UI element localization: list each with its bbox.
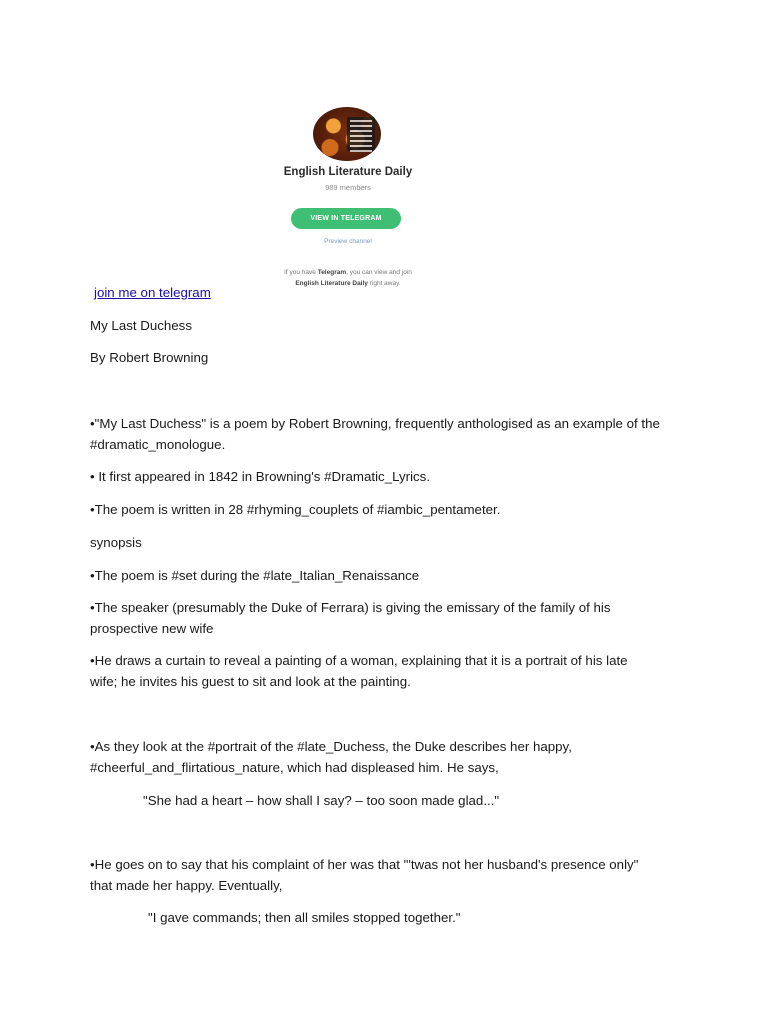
paragraph-intro [90,413,690,455]
channel-name: English Literature Daily [283,166,413,178]
hint-middle: , you can view and join [346,269,412,276]
telegram-join-paragraph [94,282,694,303]
telegram-embed [258,100,438,295]
paragraph-curtain-line-2: wife; he invites his guest to sit and look at the painting. [90,674,411,689]
synopsis-heading: synopsis [90,535,142,550]
paragraph-speaker-line-1: •The speaker (presumably the Duke of Ferrara) is giving the emissary of the family of his [90,600,611,615]
view-in-telegram-button[interactable]: VIEW IN TELEGRAM [291,208,401,229]
hint-channel-name: English Literature Daily [295,280,368,287]
paragraph-curtain [90,650,690,692]
poem-title: My Last Duchess [90,318,192,333]
paragraph-speaker [90,597,690,639]
paragraph-portrait-line-2: #cheerful_and_flirtatious_nature, which had displeased him. He says, [90,760,499,775]
paragraph-setting: •The poem is #set during the #late_Italian_Renaissance [90,568,420,583]
member-count: 989 members [325,183,371,192]
paragraph-first-appeared: • It first appeared in 1842 in Browning's #Dramatic_Lyrics. [90,469,431,484]
channel-avatar[interactable] [313,107,381,161]
hint-prefix: If you have [284,269,318,276]
paragraph-intro-line-2: #dramatic_monologue. [90,437,226,452]
preview-channel-link[interactable]: Preview channel [324,238,372,245]
paragraph-intro-line-1: •"My Last Duchess" is a poem by Robert Browning, frequently anthologised as an example of the [90,416,660,431]
hint-suffix: right away. [367,280,401,287]
paragraph-portrait-line-1: •As they look at the #portrait of the #late_Duchess, the Duke describes her happy, [90,739,572,754]
join-telegram-link[interactable]: join me on telegram [94,285,211,300]
paragraph-portrait [90,736,690,778]
quote-heart: "She had a heart – how shall I say? – too soon made glad..." [143,793,500,808]
poem-author: By Robert Browning [90,350,209,365]
paragraph-speaker-line-2: prospective new wife [90,621,214,636]
quote-commands: "I gave commands; then all smiles stopped together." [148,910,461,925]
paragraph-complaint-line-2: that made her happy. Eventually, [90,878,283,893]
paragraph-complaint [90,854,690,896]
paragraph-complaint-line-1: •He goes on to say that his complaint of her was that "'twas not her husband's presence only" [90,857,639,872]
hint-app-name: Telegram [317,269,347,276]
avatar-text-block [347,117,375,151]
paragraph-form: •The poem is written in 28 #rhyming_couplets of #iambic_pentameter. [90,502,501,517]
paragraph-curtain-line-1: •He draws a curtain to reveal a painting of a woman, explaining that it is a portrait of his late [90,653,628,668]
